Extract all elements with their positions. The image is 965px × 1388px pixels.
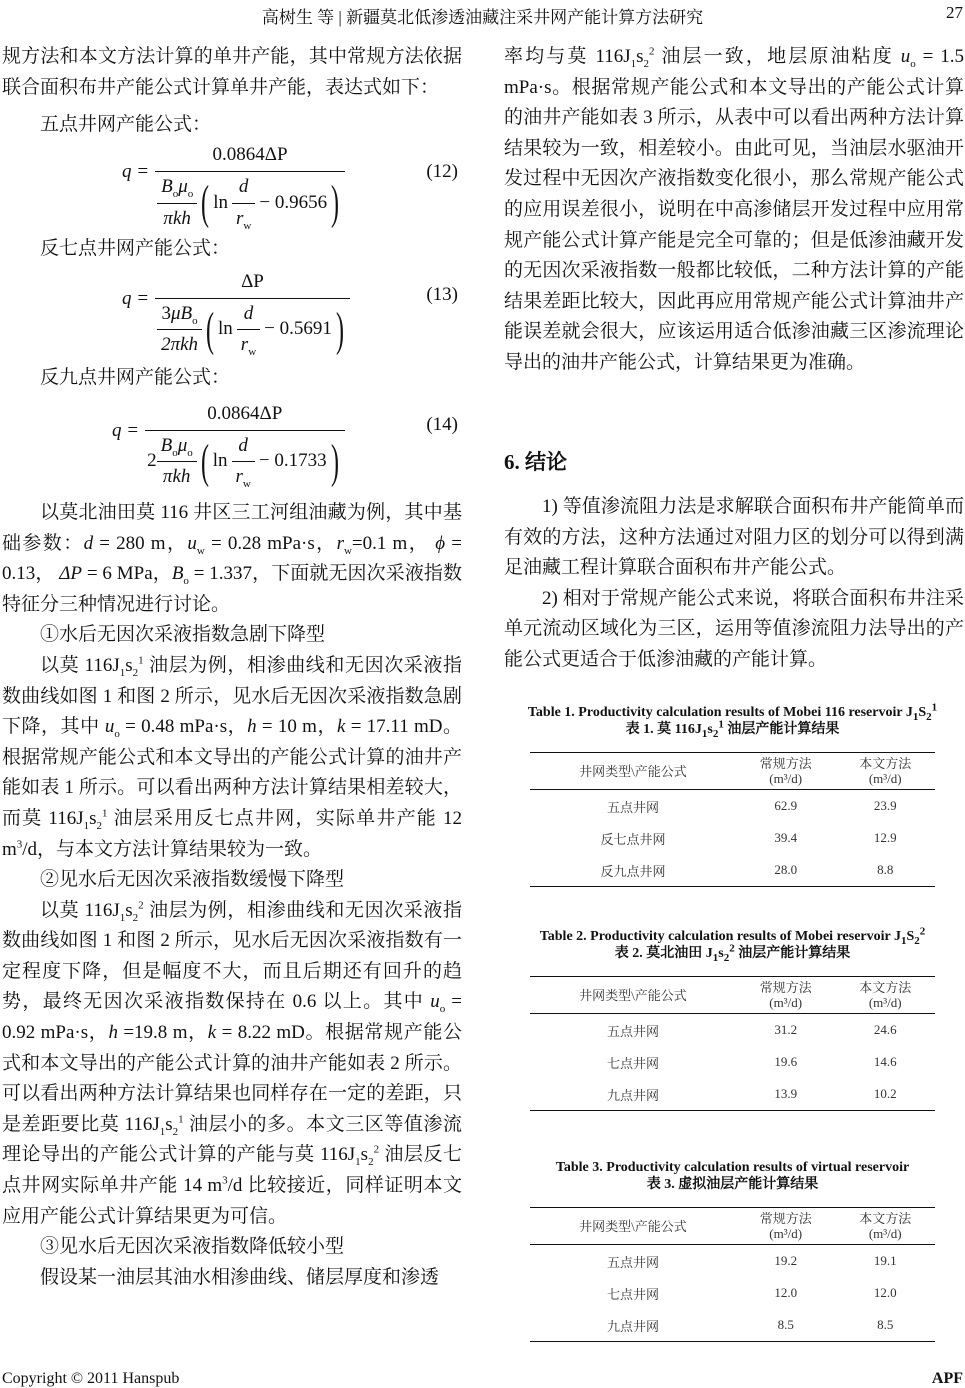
table-row [530,822,935,854]
denominator [145,431,344,493]
data-table [530,976,935,1111]
inner-denominator: πkh [162,466,191,488]
subscript: 1 [912,710,919,723]
formula-lhs: q = [112,419,140,441]
running-title: 高树生 等 | 新疆莫北低渗透油藏注采井网产能计算方法研究 [261,8,704,27]
table-cell: 12.0 [873,1285,897,1300]
rw-var [232,462,255,493]
case-heading: ③见水后无因次采液指数降低较小型 [40,1236,345,1258]
math-var: r [240,334,249,356]
formula-13 [2,264,462,363]
table-row [530,1277,935,1309]
table-cell: 8.5 [736,1309,836,1342]
d-var: d [238,175,249,197]
table-row [530,1078,935,1111]
math-var: μ [170,302,181,324]
table-row [530,854,935,887]
constant: − 0.9656 [259,191,328,213]
left-paren: ( [201,176,210,230]
superscript: 1 [178,1113,184,1126]
subscript: w [243,219,252,232]
subscript: w [242,478,251,491]
table-cell: 14.6 [873,1054,897,1069]
subscript: 1 [712,951,719,964]
table-cell: 19.6 [774,1054,798,1069]
section-heading: 6. 结论 [504,450,567,474]
constant: − 0.1733 [258,450,327,472]
table-caption-zh: 表 1. 莫 $116J_1s_2^1$ 油层产能计算结果 [625,718,840,740]
column-header: 常规方法 (m³/d) [736,753,836,790]
subscript: o [910,57,916,70]
column-header: 本文方法 (m³/d) [835,753,935,790]
subscript: 2 [172,1125,179,1138]
inner-numerator: $3\mu B_o$ [161,302,198,327]
table-row [530,790,935,823]
paragraph: 率均与莫 $116J_1s_2^2$ 油层一致，地层原油粘度 $u_o = 1.5$ mPa·s。根据常规产能公式和本文导出的产能公式计算的油井产能如表 3 所示，从表中可以看出两种方法计算结果较为一致，相差较小。由此可见，当油层水驱油开发过程中无因次产液指数变化很小，那么常规产能公式的应用误差很小，说明在中高渗储层开发过程中应用常规产能公式计算产能是完全可靠的；但是低渗油藏开发的无因次采液指数一般都比较低，二种方法计算的产能结果差距比较大，因此再应用常规产能公式计算油井产能误差就会很大，应该运用适合低渗油藏三区渗流理论导出的油井产能公式，计算结果更为准确。 [504,45,964,373]
column-header: 本文方法 (m³/d) [835,977,935,1014]
superscript: 2 [729,942,735,955]
subscript: o [192,314,198,327]
superscript: 2 [919,925,926,938]
formula-lhs: q = [122,160,150,182]
equation-number: (14) [426,413,458,435]
right-paren: ) [330,434,339,488]
formula-title: 反七点井网产能公式： [40,237,231,259]
table-header-row [530,977,935,1014]
inner-numerator [157,172,197,203]
table-cell: 8.5 [835,1309,935,1342]
subscript: o [187,187,194,200]
ln-symbol: ln [212,450,228,472]
math-var: r [235,466,243,488]
inner-numerator [157,431,197,462]
table-cell: 七点井网 [606,1286,659,1302]
table-cell: 反九点井网 [530,854,736,887]
math-var: u [187,532,197,554]
data-table [530,1207,935,1342]
table-caption-zh: 表 2. 莫北油田 $J_1s_2^2$ 油层产能计算结果 [614,942,851,964]
subscript: 2 [132,911,139,924]
math-var: u [104,716,115,738]
table-cell: 九点井网 [530,1078,736,1111]
conclusion-item: 1) 等值渗流阻力法是求解联合面积布井产能简单而有效的方法，这种方法通过对阻力区的划分可以得到满足油藏工程计算联合面积布井产能公式。 [504,496,964,579]
formula-body [122,141,345,234]
math-var: μ [177,434,188,456]
math-var: μ [178,175,188,197]
math-var: B [161,175,173,197]
superscript: 2 [373,1144,380,1157]
column-header: 本文方法 (m³/d) [835,1208,935,1245]
subscript: 2 [643,57,650,70]
inner-fraction [157,172,197,234]
subscript: 2 [368,1156,374,1169]
superscript: 2 [649,45,655,58]
subscript: 1 [355,1156,361,1169]
superscript: 2 [138,899,144,912]
subscript: 2 [723,951,730,964]
copyright: Copyright © 2011 Hanspub [2,1370,180,1387]
math-var: u [430,991,440,1013]
table-cell: 8.8 [835,854,935,887]
formula-lhs: q = [122,287,150,309]
paragraph: 以莫 $116J_1s_2^1$ 油层为例，相渗曲线和无因次采液指数曲线如图 1 和图 2 所示，见水后无因次采液指数急剧下降，其中 $u_o = 0.48$ mPa·s，h = 10 m，k = 17.11 mD。根据常规产能公式和本文导出的产能公式计算的油井产能如表 1 所示。可以看出两种方法计算结果相差较大，而莫 $116J_1s_2^1$ 油层采用反七点井网，实际单井产能 12 $m^3/d$，与本文方法计算结果较为一致。 [2,654,462,860]
data-table [530,752,935,887]
denominator [155,299,350,361]
column-header: 井网类型\产能公式 [530,977,736,1014]
math-var: B [180,302,193,324]
ln-symbol: ln [218,318,233,340]
inner-denominator: 2πkh [161,334,199,356]
d-over-rw [232,431,255,493]
superscript: 1 [718,718,724,731]
math-var: h [108,1022,118,1044]
table-caption-en: Table 3. Productivity calculation results of virtual reservoir [555,1160,910,1175]
table-header-row [530,1208,935,1245]
numerator: 0.0864ΔP [207,403,283,425]
paragraph: 以莫 $116J_1s_2^2$ 油层为例，相渗曲线和无因次采液指数曲线如图 1 和图 2 所示，见水后无因次采液指数有一定程度下降，但是幅度不大，而且后期还有回升的趋势，最终无因次采液指数保持在 0.6 以上。其中 $u_o = 0.92$ mPa·s，h =19.8 m，k = 8.22 mD。根据常规产能公式和本文导出的产能公式计算的油井产能如表 2 所示。可以看出两种方法计算结果也同样存在一定的差距，只是差距要比莫 $116J_1s_2^1$ 油层小的多。本文三区等值渗流理论导出的产能公式计算的产能与莫 $116J_1s_2^2$ 油层反七点井网实际单井产能 14 $m^3/d$ 比较接近，同样证明本文应用产能公式计算结果更为可信。 [2,899,462,1227]
subscript: o [439,1003,446,1016]
column-header: 井网类型\产能公式 [530,753,736,790]
rw-var [237,330,260,361]
subscript: 2 [96,819,103,832]
formula-body [122,264,350,363]
subscript: 2 [926,710,932,723]
equation-number: (13) [426,284,458,306]
subscript: o [183,574,189,587]
subscript: 1 [159,1125,166,1138]
table-caption-zh: 表 3. 虚拟油层产能计算结果 [646,1177,819,1192]
d-var: d [238,434,248,456]
table-cell: 28.0 [736,854,836,887]
subscript: 1 [83,819,90,832]
column-header: 井网类型\产能公式 [530,1208,736,1245]
superscript: 1 [138,654,144,667]
superscript: 3 [16,838,23,851]
table-cell: 13.9 [736,1078,836,1111]
table-header-row [530,753,935,790]
formula-12 [2,141,462,234]
table-cell: 23.9 [873,798,897,813]
inner-denominator: πkh [163,207,191,229]
column-header: 常规方法 (m³/d) [736,1208,836,1245]
numerator: ΔP [241,270,264,292]
table-cell: 62.9 [774,798,798,813]
superscript: 1 [931,701,938,714]
column-header: 常规方法 (m³/d) [736,977,836,1014]
superscript: 3 [222,1174,228,1187]
d-var: d [243,302,254,324]
subscript: 2 [132,666,139,679]
paragraph: 规方法和本文方法计算的单井产能，其中常规方法依据联合面积布井产能公式计算单井产能，表达式如下： [2,46,462,98]
right-paren: ) [335,302,344,356]
page-number: 27 [946,3,963,22]
case-heading: ②见水后无因次采液指数缓慢下降型 [40,869,345,891]
math-var: r [236,207,244,229]
subscript: 1 [900,934,907,947]
subscript: 1 [119,911,126,924]
table-caption-en: Table 2. Productivity calculation results of Mobei reservoir $J_1S_2^2$ [539,925,926,947]
right-paren: ) [331,176,340,230]
table-cell: 五点井网 [606,799,659,815]
inner-fraction [157,431,197,493]
constant: − 0.5691 [264,318,332,340]
d-over-rw [232,172,255,234]
table-cell: 39.4 [774,830,798,845]
table-cell: 19.2 [774,1253,798,1268]
subscript: 1 [630,57,637,70]
main-fraction [145,399,344,493]
table-cell: 10.2 [835,1078,935,1111]
table-cell: 反七点井网 [600,831,666,847]
math-var: k [207,1022,217,1044]
coefficient: 2 [147,450,157,472]
d-over-rw [237,299,260,361]
paragraph: 假设某一油层其油水相渗曲线、储层厚度和渗透 [40,1266,440,1288]
table-2 [505,925,960,1111]
left-column [2,42,462,1293]
table-row [530,1014,935,1047]
table-cell: 24.6 [873,1022,897,1037]
main-fraction [155,140,345,234]
case-heading: ①水后无因次采液指数急剧下降型 [40,624,326,646]
paragraph: 以莫北油田莫 116 井区三工河组油藏为例，其中基础参数：d = 280 m，$u_w = 0.28$ mPa·s，$r_w=0.1$ m， ϕ = 0.13， ΔP = 6 MPa，$B_o = 1.337$，下面就无因次采液指数特征分三种情况进行讨论。 [2,501,462,615]
table-cell: 31.2 [774,1022,798,1037]
table-cell: 五点井网 [606,1254,659,1270]
formula-14 [2,394,462,498]
equation-number: (12) [426,160,458,182]
table-row [530,1309,935,1342]
right-column [504,42,964,379]
table-1 [505,701,960,887]
math-var: ϕ [435,532,446,554]
table-cell: 九点井网 [530,1309,736,1342]
math-var: k [336,716,346,738]
math-var: B [160,434,173,456]
journal-abbr: APF [931,1370,963,1387]
table-cell: 五点井网 [606,1023,659,1039]
table-row [530,1046,935,1078]
formula-title: 反九点井网产能公式： [40,367,231,389]
rw-var [232,204,255,235]
formula-title: 五点井网产能公式： [40,114,212,136]
inner-fraction [157,299,202,361]
subscript: 2 [712,727,719,740]
table-caption-en: Table 1. Productivity calculation results of Mobei 116 reservoir $J_1S_2^1$ [527,701,938,723]
math-var: ΔP [59,563,83,585]
table-cell: 12.0 [774,1285,798,1300]
formula-body [112,394,345,498]
main-fraction [155,267,350,361]
subscript: o [114,727,120,740]
math-var: r [336,532,344,554]
numerator: 0.0864ΔP [212,144,288,166]
math-var: B [171,563,184,585]
table-cell: 19.1 [873,1253,897,1268]
subscript: 1 [119,666,126,679]
math-var: d [83,532,94,554]
superscript: 1 [102,807,108,820]
subscript: o [172,187,179,200]
subscript: w [248,345,257,358]
ln-symbol: ln [213,191,228,213]
subscript: w [196,544,205,557]
subscript: o [187,446,193,459]
math-var: u [900,46,911,67]
table-cell: 七点井网 [606,1055,659,1071]
subscript: w [343,544,352,557]
running-header [0,0,965,26]
conclusion-item: 2) 相对于常规产能公式来说，将联合面积布井注采单元流动区域化为三区，运用等值渗流阻力法导出的产能公式更适合于低渗油藏的产能计算。 [504,587,964,670]
subscript: 1 [701,727,708,740]
math-var: h [247,716,257,738]
denominator [155,172,345,234]
conclusions [504,492,964,676]
left-paren: ( [200,434,209,488]
table-row [530,1245,935,1278]
footer [2,1370,963,1388]
subscript: 2 [914,934,920,947]
subscript: o [172,446,178,459]
table-3 [505,1159,960,1342]
left-paren: ( [206,302,215,356]
table-cell: 12.9 [873,830,897,845]
